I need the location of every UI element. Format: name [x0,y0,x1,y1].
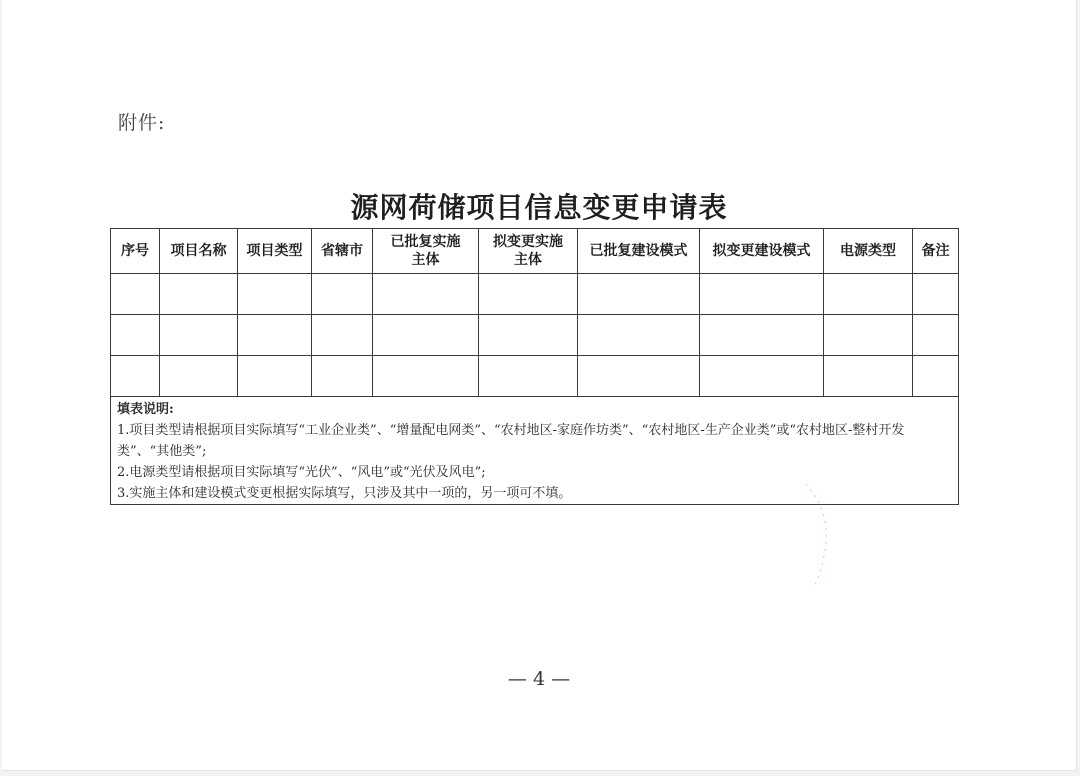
note-item: 2.电源类型请根据项目实际填写“光伏”、“风电”或“光伏及风电”; [117,465,486,480]
faint-stamp-mark [802,480,842,590]
table-cell [373,274,479,315]
table-cell [700,274,824,315]
table-cell [824,274,913,315]
document-title: 源网荷储项目信息变更申请表 [350,191,728,224]
table-cell [238,315,312,356]
page-number: — 4 — [507,668,571,690]
table-cell [578,274,700,315]
table-cell [312,356,373,397]
table-cell [238,274,312,315]
table-cell [479,356,578,397]
header-cell: 项目名称 [160,229,238,274]
note-item: 3.实施主体和建设模式变更根据实际填写，只涉及其中一项的，另一项可不填。 [117,486,572,501]
header-cell: 已批复实施 主体 [373,229,479,274]
header-cell: 省辖市 [312,229,373,274]
table-cell [479,274,578,315]
document-page [2,0,1077,771]
note-item: 1.项目类型请根据项目实际填写“工业企业类”、“增量配电网类”、“农村地区-家庭作坊类”、“农村地区-生产企业类”或“农村地区-整村开发类”、“其他类”; [117,423,905,459]
table-cell [824,315,913,356]
table-row [111,274,959,315]
table-cell [913,274,959,315]
table-cell [700,315,824,356]
table-cell [111,315,160,356]
table-cell [160,315,238,356]
table-row [111,315,959,356]
header-cell: 拟变更实施 主体 [479,229,578,274]
table-header-row [111,229,959,274]
header-cell: 电源类型 [824,229,913,274]
table-cell [373,356,479,397]
table-cell [160,274,238,315]
header-cell: 拟变更建设模式 [700,229,824,274]
table-cell [111,274,160,315]
table-cell [479,315,578,356]
header-cell: 序号 [111,229,160,274]
table-cell [700,356,824,397]
table-cell [111,356,160,397]
header-cell: 已批复建设模式 [578,229,700,274]
table-cell [913,356,959,397]
table-cell [160,356,238,397]
table-cell [373,315,479,356]
table-cell [238,356,312,397]
notes-heading: 填表说明: [117,402,174,417]
table-cell [312,315,373,356]
header-cell: 项目类型 [238,229,312,274]
table-cell [824,356,913,397]
attachment-label: 附件: [118,112,166,134]
table-cell [312,274,373,315]
table-row [111,356,959,397]
table-cell [913,315,959,356]
table-cell [578,315,700,356]
header-cell: 备注 [913,229,959,274]
table-cell [578,356,700,397]
change-request-table [110,228,959,505]
